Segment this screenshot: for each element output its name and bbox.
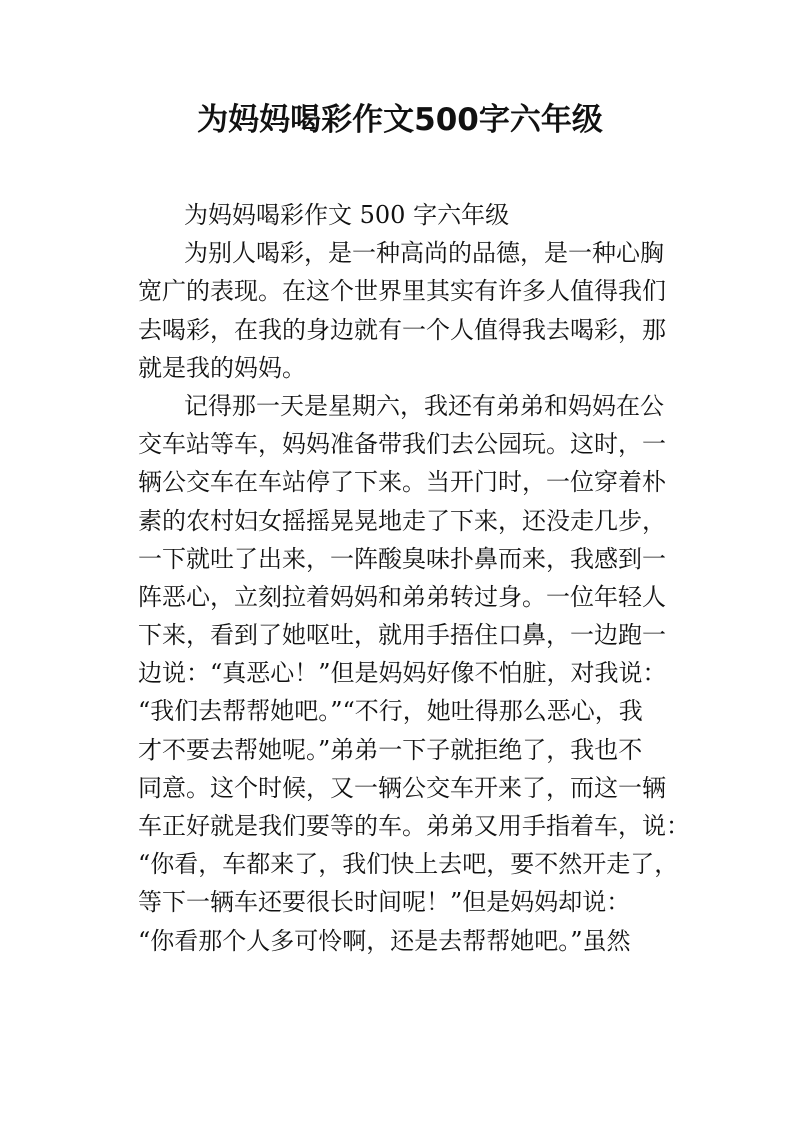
body-line: 阵恶心，立刻拉着妈妈和弟弟转过身。一位年轻人: [138, 582, 666, 611]
body-line: 素的农村妇女摇摇晃晃地走了下来，还没走几步，: [138, 506, 666, 535]
body-line: 宽广的表现。在这个世界里其实有许多人值得我们: [138, 277, 666, 306]
body-line: 等下一辆车还要很长时间呢！”但是妈妈却说：: [138, 888, 631, 917]
body-line: 交车站等车，妈妈准备带我们去公园玩。这时，一: [138, 430, 666, 459]
body-line: 一下就吐了出来，一阵酸臭味扑鼻而来，我感到一: [138, 544, 666, 573]
body-line: 为妈妈喝彩作文 500 字六年级: [184, 201, 510, 229]
body-line: “你看，车都来了，我们快上去吧，要不然开走了，: [138, 850, 679, 879]
document-body: [138, 196, 690, 960]
body-line: 辆公交车在车站停了下来。当开门时，一位穿着朴: [138, 468, 666, 497]
document-title: 为妈妈喝彩作文500字六年级: [197, 102, 603, 138]
body-line: 就是我的妈妈。: [138, 353, 306, 382]
body-line: 边说：“真恶心！”但是妈妈好像不怕脏，对我说：: [138, 659, 667, 688]
body-line: 记得那一天是星期六，我还有弟弟和妈妈在公: [184, 391, 664, 420]
body-line: 为别人喝彩，是一种高尚的品德，是一种心胸: [184, 239, 664, 268]
body-line: “你看那个人多可怜啊，还是去帮帮她吧。”虽然: [138, 926, 631, 955]
body-line: 下来，看到了她呕吐，就用手捂住口鼻，一边跑一: [138, 621, 666, 650]
body-line: 才不要去帮她呢。”弟弟一下子就拒绝了，我也不: [138, 735, 643, 764]
body-line: 同意。这个时候，又一辆公交车开来了，而这一辆: [138, 773, 666, 802]
body-line: “我们去帮帮她吧。”“不行，她吐得那么恶心，我: [138, 697, 643, 726]
body-line: 去喝彩，在我的身边就有一个人值得我去喝彩，那: [138, 315, 666, 344]
body-line: 车正好就是我们要等的车。弟弟又用手指着车，说：: [138, 812, 690, 840]
